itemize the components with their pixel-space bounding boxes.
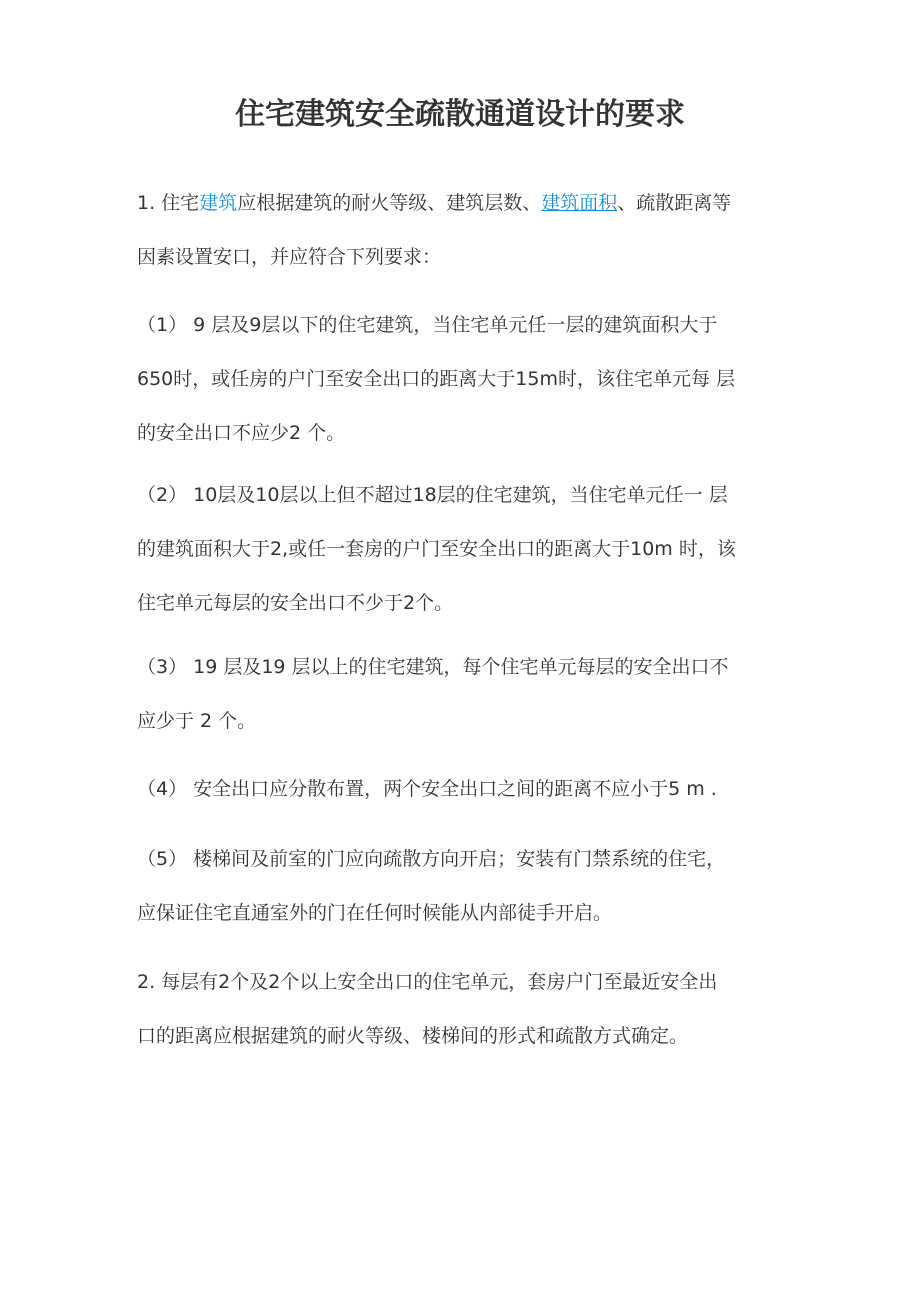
text-segment: 1. 住宅 — [137, 192, 200, 214]
paragraph-6-line-2: 应保证住宅直通室外的门在任何时候能从内部徒手开启。 — [137, 902, 613, 924]
paragraph-2-line-2: 650时，或任房的户门至安全出口的距离大于15m时，该住宅单元每 层 — [137, 368, 735, 390]
paragraph-1-line-2: 因素设置安口，并应符合下列要求： — [137, 246, 442, 268]
paragraph-4 — [137, 640, 787, 748]
paragraph-4-line-1: （3） 19 层及19 层以上的住宅建筑，每个住宅单元每层的安全出口不 — [137, 656, 729, 678]
link-building-area[interactable]: 建筑面积 — [541, 192, 618, 214]
paragraph-2-line-3: 的安全出口不应少2 个。 — [137, 422, 346, 444]
paragraph-4-line-2: 应少于 2 个。 — [137, 710, 257, 732]
link-building[interactable]: 建筑 — [199, 192, 238, 214]
text-segment: 应根据建筑的耐火等级、建筑层数、 — [237, 192, 542, 214]
paragraph-2-line-1: （1） 9 层及9层以下的住宅建筑，当住宅单元任一层的建筑面积大于 — [137, 314, 718, 336]
paragraph-6 — [137, 832, 787, 940]
paragraph-3-line-1: （2） 10层及10层以上但不超过18层的住宅建筑，当住宅单元任一 层 — [137, 484, 728, 506]
paragraph-6-line-1: （5） 楼梯间及前室的门应向疏散方向开启；安装有门禁系统的住宅， — [137, 848, 726, 870]
page-title: 住宅建筑安全疏散通道设计的要求 — [235, 97, 685, 132]
paragraph-7 — [137, 955, 787, 1063]
paragraph-3-line-3: 住宅单元每层的安全出口不少于2个。 — [137, 592, 454, 614]
text-segment: 、疏散距离等 — [617, 192, 732, 214]
paragraph-3 — [137, 468, 787, 630]
paragraph-7-line-2: 口的距离应根据建筑的耐火等级、楼梯间的形式和疏散方式确定。 — [137, 1025, 689, 1047]
paragraph-1-line-1 — [137, 176, 787, 230]
paragraph-1 — [137, 176, 787, 284]
paragraph-3-line-2: 的建筑面积大于2,或任一套房的户门至安全出口的距离大于10m 时，该 — [137, 538, 736, 560]
paragraph-5 — [137, 762, 787, 816]
paragraph-2 — [137, 298, 787, 460]
paragraph-5-line-1: （4） 安全出口应分散布置，两个安全出口之间的距离不应小于5 m . — [137, 778, 717, 800]
paragraph-7-line-1: 2. 每层有2个及2个以上安全出口的住宅单元，套房户门至最近安全出 — [137, 971, 718, 993]
